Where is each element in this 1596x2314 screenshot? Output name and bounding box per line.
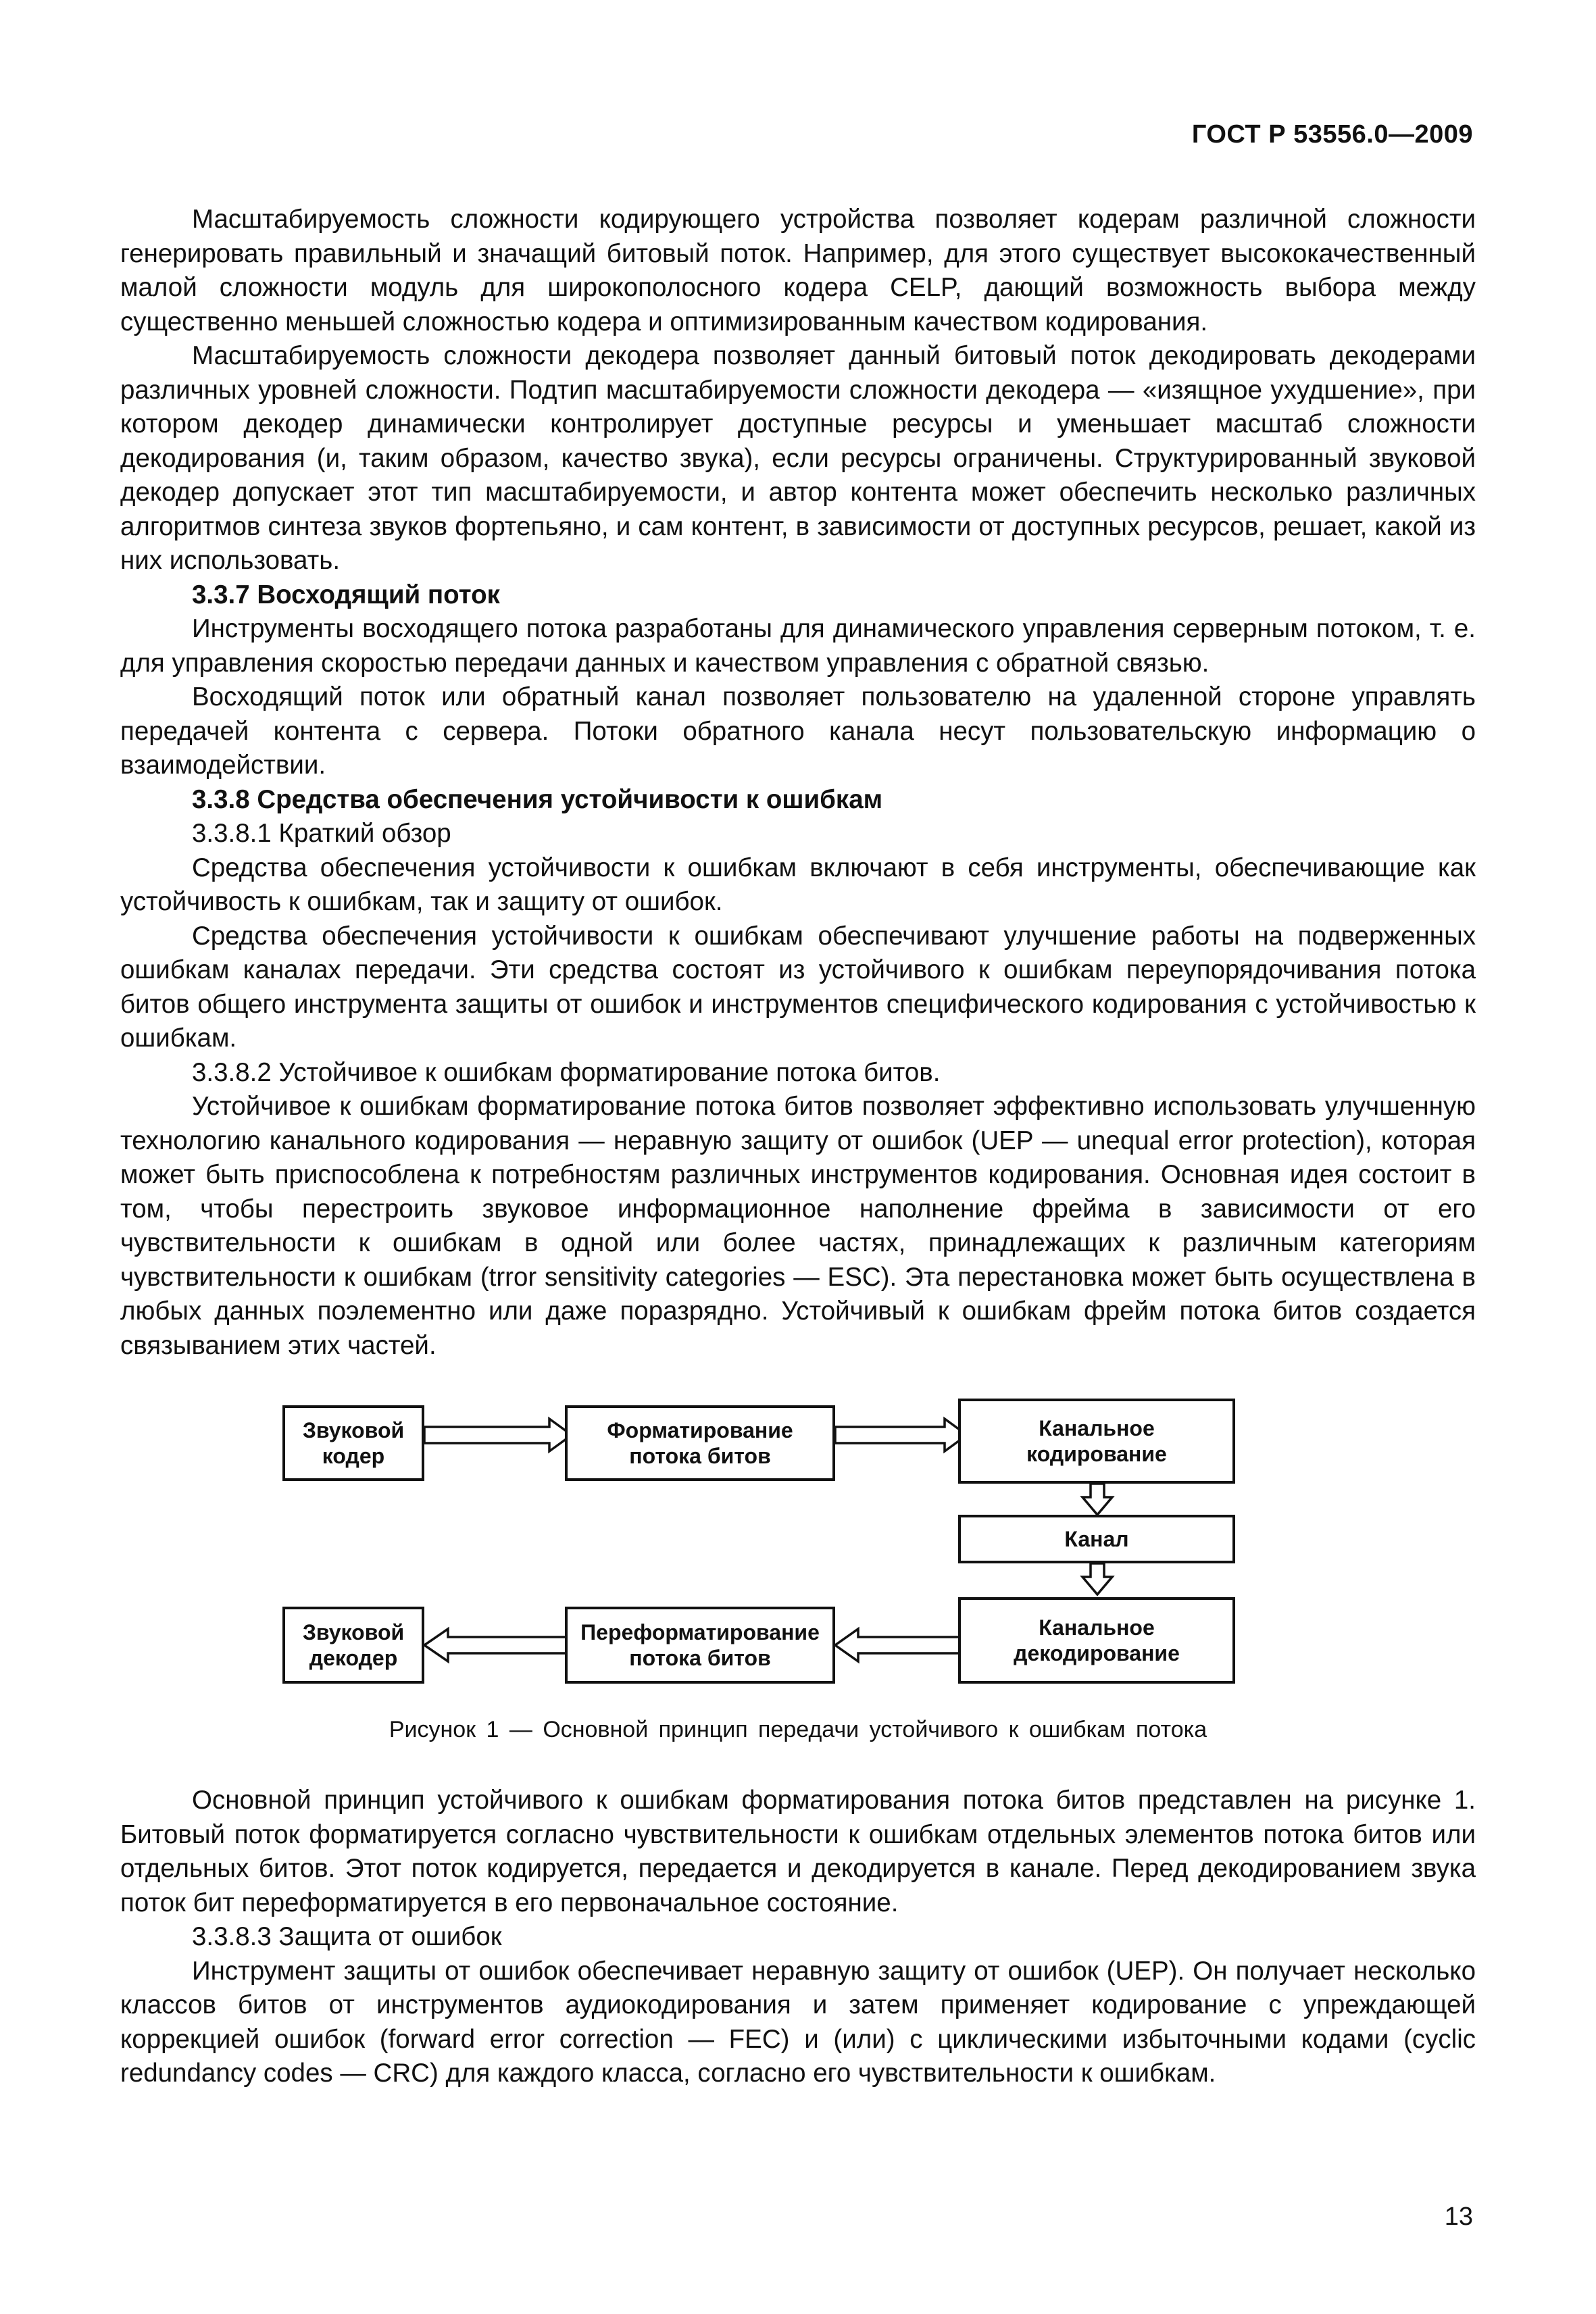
paragraph: Инструмент защиты от ошибок обеспечивает неравную защиту от ошибок (UEP). Он получает несколько классов битов от инструментов аудиокодирования и затем применяет кодирование с упреждающей коррекцией ошибок (forward error correction — FEC) и (или) с циклическими избыточными кодами (cyclic redundancy codes — CRC) для каждого класса, согласно его чувствительности к ошибкам. <box>120 1956 1476 2088</box>
paragraph: Инструменты восходящего потока разработаны для динамического управления серверным потоком, т. е. для управления скоростью передачи данных и качеством управления с обратной связью. <box>120 614 1476 678</box>
box-label: Канальное кодирование <box>1026 1416 1167 1466</box>
box-channel-coding <box>958 1399 1235 1484</box>
paragraph: Средства обеспечения устойчивости к ошибкам включают в себя инструменты, обеспечивающие как устойчивость к ошибкам, так и защиту от ошибок. <box>120 853 1476 916</box>
subsection-heading: 3.3.8.2 Устойчивое к ошибкам форматирование потока битов. <box>192 1057 941 1087</box>
box-label: Канальное декодирование <box>1014 1615 1180 1665</box>
box-label: Звуковой декодер <box>302 1620 405 1670</box>
box-label: Канал <box>1064 1527 1129 1551</box>
section-heading: 3.3.8 Средства обеспечения устойчивости к ошибкам <box>192 784 883 814</box>
arrow-channel-to-decoding <box>1082 1563 1112 1594</box>
body-text-bottom <box>120 1784 1476 2091</box>
box-channel <box>958 1515 1235 1563</box>
box-channel-decoding <box>958 1597 1235 1684</box>
paragraph: Масштабируемость сложности декодера позволяет данный битовый поток декодировать декодерами различных уровней сложности. Подтип масштабируемости сложности декодера — «изящное ухудшение», при котором декодер динамически контролирует доступные ресурсы и уменьшает масштаб сложности декодирования (и, таким образом, качество звука), если ресурсы ограничены. Структурированный звуковой декодер допускает этот тип масштабируемости, и автор контента может обеспечить несколько различных алгоритмов синтеза звуков фортепьяно, и сам контент, в зависимости от доступных ресурсов, решает, какой из них использовать. <box>120 341 1476 575</box>
paragraph: Средства обеспечения устойчивости к ошибкам обеспечивают улучшение работы на подверженных ошибкам каналах передачи. Эти средства состоят из устойчивого к ошибкам переупорядочивания потока битов общего инструмента защиты от ошибок и инструментов специфического кодирования с устойчивостью к ошибкам. <box>120 921 1476 1053</box>
body-text-top <box>120 203 1476 1363</box>
arrow-formatting-to-channel-coding <box>835 1419 967 1451</box>
subsection-heading: 3.3.8.3 Защита от ошибок <box>192 1922 502 1951</box>
document-id-header: ГОСТ Р 53556.0—2009 <box>1191 120 1473 149</box>
arrow-encoder-to-formatting <box>424 1419 572 1451</box>
figure-1-diagram <box>282 1399 1269 1696</box>
box-label: Переформатирование потока битов <box>580 1620 820 1670</box>
page-number: 13 <box>1444 2203 1473 2231</box>
paragraph: Восходящий поток или обратный канал позволяет пользователю на удаленной стороне управлять передачей контента с сервера. Потоки обратного канала несут пользовательскую информацию о взаимодействии. <box>120 682 1476 780</box>
box-bitstream-reformatting <box>565 1607 835 1684</box>
box-bitstream-formatting <box>565 1405 835 1481</box>
box-label: Форматирование потока битов <box>607 1418 793 1468</box>
paragraph: Устойчивое к ошибкам форматирование потока битов позволяет эффективно использовать улучшенную технологию канального кодирования — неравную защиту от ошибок (UEP — unequal error protection), которая может быть приспособлена к потребностям различных инструментов кодирования. Основная идея состоит в том, чтобы перестроить звуковое информационное наполнение фрейма в зависимости от его чувствительности к ошибкам в одной или более частях, принадлежащих к различным категориям чувствительности к ошибкам (trror sensitivity categories — ESC). Эта перестановка может быть осуществлена в любых данных поэлементно или даже поразрядно. Устойчивый к ошибкам фрейм потока битов создается связыванием этих частей. <box>120 1092 1476 1360</box>
box-label: Звуковой кодер <box>302 1418 405 1468</box>
box-audio-decoder <box>282 1607 424 1684</box>
section-heading: 3.3.7 Восходящий поток <box>192 580 500 609</box>
box-audio-encoder <box>282 1405 424 1481</box>
arrow-reformatting-to-decoder <box>424 1629 572 1661</box>
subsection-heading: 3.3.8.1 Краткий обзор <box>192 819 451 848</box>
arrow-coding-to-channel <box>1082 1484 1112 1515</box>
paragraph: Основной принцип устойчивого к ошибкам форматирования потока битов представлен на рисунке 1. Битовый поток форматируется согласно чувствительности к ошибкам отдельных элементов потока битов или отдельных битов. Этот поток кодируется, передается и декодируется в канале. Перед декодированием звука поток бит переформатируется в его первоначальное состояние. <box>120 1786 1476 1917</box>
figure-caption: Рисунок 1 — Основной принцип передачи устойчивого к ошибкам потока <box>389 1717 1207 1742</box>
paragraph: Масштабируемость сложности кодирующего устройства позволяет кодерам различной сложности генерировать правильный и значащий битовый поток. Например, для этого существует высококачественный малой сложности модуль для широкополосного кодера CELP, дающий возможность выбора между существенно меньшей сложностью кодера и оптимизированным качеством кодирования. <box>120 205 1476 336</box>
arrow-decoding-to-reformatting <box>835 1629 967 1661</box>
